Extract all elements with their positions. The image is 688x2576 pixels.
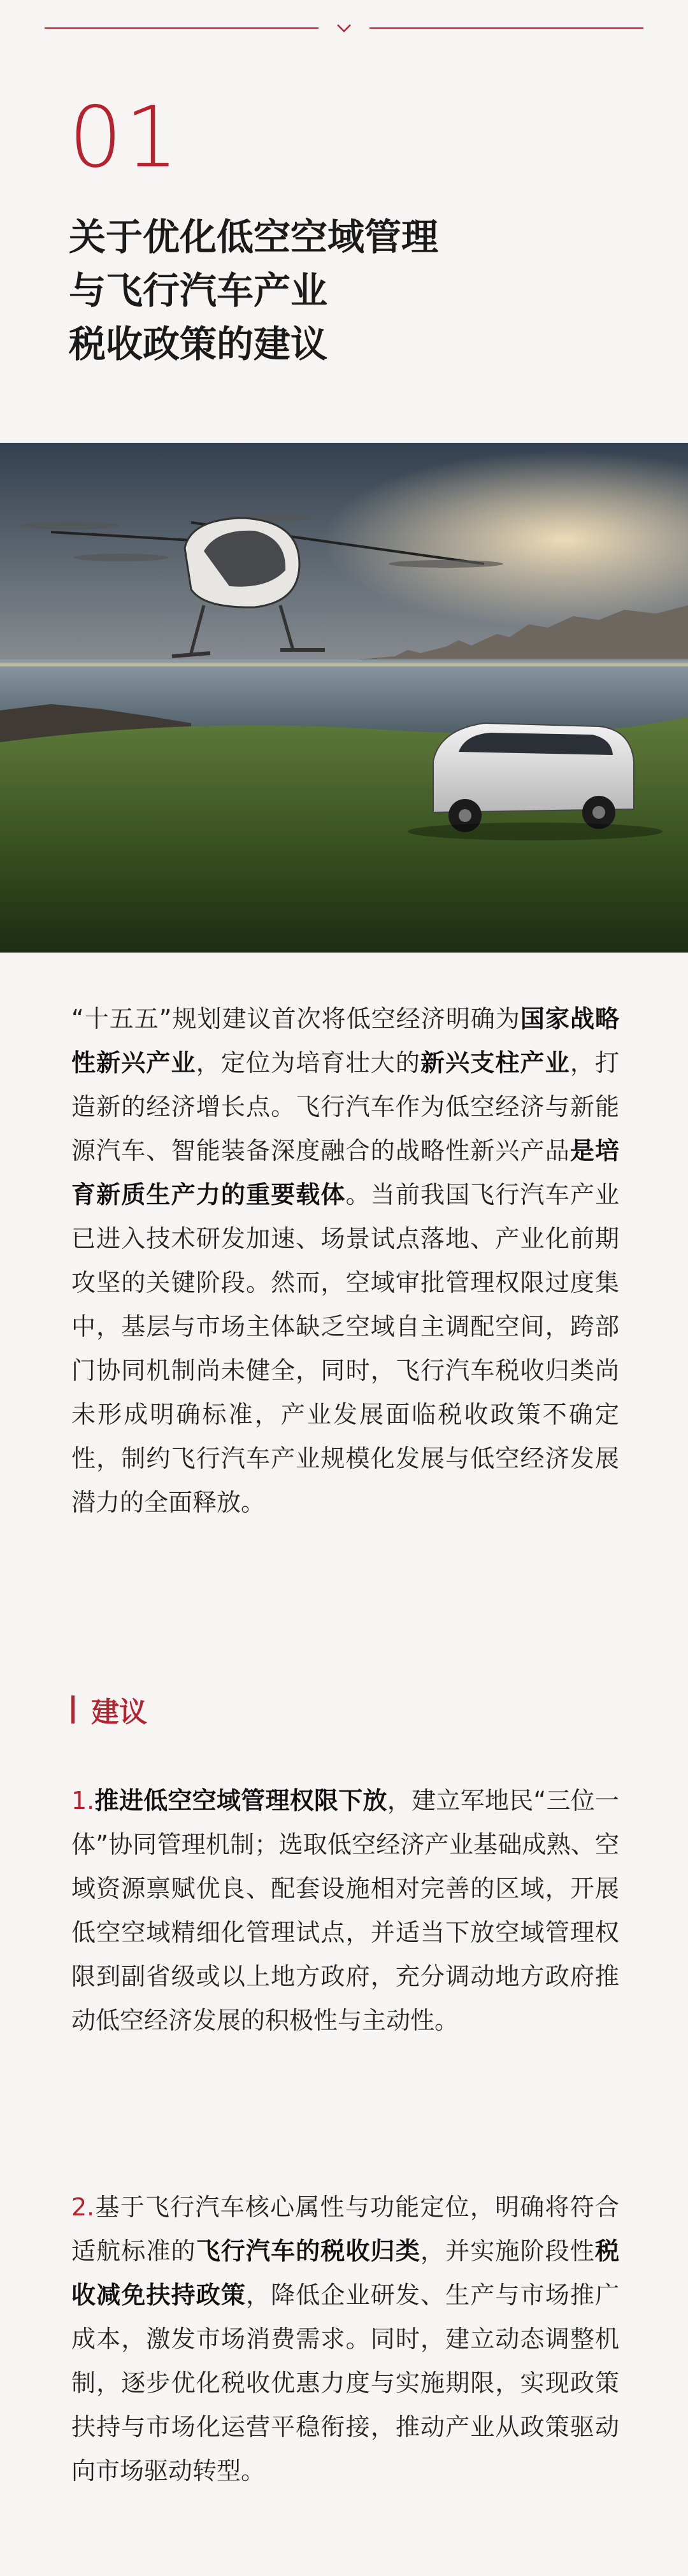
intro-text: ，打造新的经济增长点。飞行汽车作为低空经济与新能源汽车、智能装备深度融合的战略性新兴产品 — [71, 1049, 619, 1165]
item-text: ，并实施阶段性 — [420, 2237, 595, 2265]
suggestions-heading — [71, 1692, 147, 1727]
suggestion-item-1 — [71, 1779, 619, 2043]
intro-text: 。当前我国飞行汽车产业已进入技术研发加速、场景试点落地、产业化前期攻坚的关键阶段。然而，空域审批管理权限过度集中，基层与市场主体缺乏空域自主调配空间，跨部门协同机制尚未健全，同时，飞行汽车税收归类尚未形成明确标准，产业发展面临税收政策不确定性，制约飞行汽车产业规模化发展与低空经济发展潜力的全面释放。 — [71, 1181, 619, 1516]
intro-emphasis: 新兴支柱产业 — [420, 1049, 570, 1077]
intro-emphasis: 是培育新质生产力的重要载体 — [71, 1137, 619, 1209]
item-emphasis: 推进低空空域管理权限下放 — [94, 1787, 387, 1815]
section-number: 01 — [69, 89, 181, 187]
item-text: ，降低企业研发、生产与市场推广成本，激发市场消费需求。同时，建立动态调整机制，逐步优化税收优惠力度与实施期限，实现政策扶持与市场化运营平稳衔接，推动产业从政策驱动向市场驱动转型。 — [71, 2281, 619, 2485]
divider-line-right — [369, 27, 643, 29]
title-line: 关于优化低空空域管理 — [69, 215, 439, 259]
intro-text: “十五五”规划建议首次将低空经济明确为 — [71, 1005, 520, 1033]
title-line: 与飞行汽车产业 — [69, 269, 328, 312]
chevron-down-icon — [335, 19, 353, 37]
item-number: 1. — [71, 1787, 95, 1815]
intro-emphasis: 国家战略性新兴产业 — [71, 1005, 619, 1077]
top-divider — [45, 19, 643, 38]
item-text: ，建立军地民“三位一体”协同管理机制；选取低空经济产业基础成熟、空域资源禀赋优良、配套设施相对完善的区域，开展低空空域精细化管理试点，并适当下放空域管理权限到副省级或以上地方政府，充分调动地方政府推动低空经济发展的积极性与主动性。 — [71, 1787, 619, 2034]
suggestion-item-2 — [71, 2185, 619, 2493]
title-line: 税收政策的建议 — [69, 322, 328, 366]
intro-paragraph — [71, 997, 619, 1525]
divider-line-left — [45, 27, 319, 29]
hero-flying-car-image — [0, 443, 688, 953]
intro-text: ，定位为培育壮大的 — [196, 1049, 420, 1077]
item-number: 2. — [71, 2193, 95, 2221]
page-title — [69, 210, 617, 371]
heading-accent-bar — [71, 1695, 75, 1723]
item-emphasis: 税收减免扶持政策 — [71, 2237, 619, 2309]
heading-label: 建议 — [91, 1696, 147, 1729]
item-emphasis: 飞行汽车的税收归类 — [196, 2237, 420, 2265]
item-text: 基于飞行汽车核心属性与功能定位，明确将符合适航标准的 — [71, 2193, 619, 2265]
